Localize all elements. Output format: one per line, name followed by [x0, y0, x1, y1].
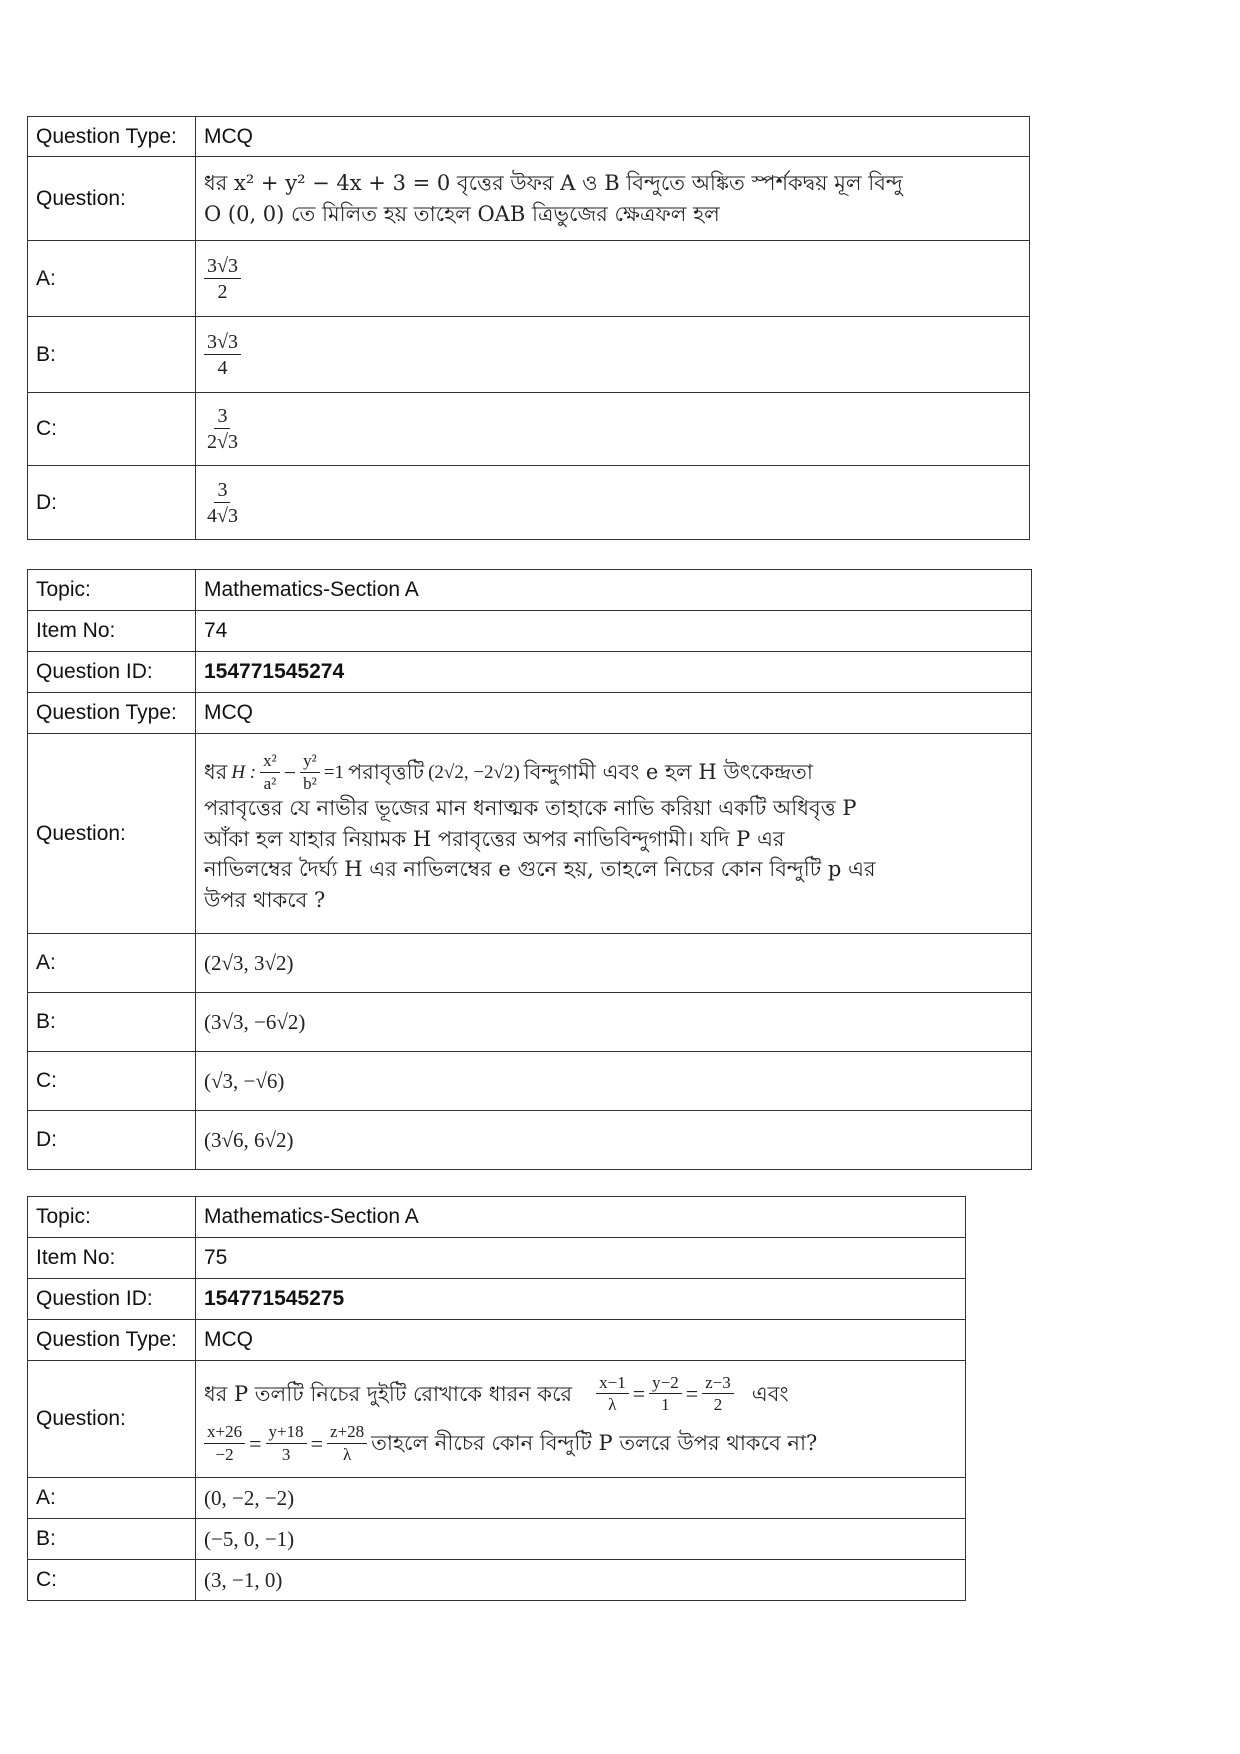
label-topic: Topic: — [28, 1197, 196, 1238]
topic-value: Mathematics-Section A — [196, 570, 1032, 611]
row-option-a — [28, 934, 1032, 993]
fraction-denominator: 2√3 — [207, 431, 238, 453]
label-question-id: Question ID: — [28, 652, 196, 693]
fraction-denominator: −2 — [215, 1444, 234, 1464]
row-option-c — [28, 1560, 966, 1601]
label-option-b: B: — [28, 993, 196, 1052]
option-a-value: (0, −2, −2) — [196, 1478, 966, 1519]
option-d-fraction — [204, 479, 241, 527]
option-b-value: (3√3, −6√2) — [196, 993, 1032, 1052]
label-question-type: Question Type: — [28, 1320, 196, 1361]
fraction-numerator: 3√3 — [204, 255, 241, 279]
question-id-value: 154771545274 — [196, 652, 1032, 693]
row-option-a — [28, 241, 1030, 317]
question-and: এবং — [751, 1382, 789, 1407]
question-prefix: ধর — [204, 760, 228, 785]
option-a-value: (2√3, 3√2) — [196, 934, 1032, 993]
fraction-denominator: λ — [608, 1395, 617, 1415]
row-topic — [28, 1197, 966, 1238]
item-no-value: 74 — [196, 611, 1032, 652]
question-line-5: উপর থাকবে ? — [204, 887, 326, 912]
label-option-b: B: — [28, 1519, 196, 1560]
row-question-type — [28, 1320, 966, 1361]
question-id-value: 154771545275 — [196, 1279, 966, 1320]
question-line-2 — [204, 1423, 817, 1464]
label-topic: Topic: — [28, 570, 196, 611]
fraction-denominator: 2 — [217, 280, 228, 303]
fraction-line1-x — [596, 1374, 629, 1415]
fraction-denominator: 4√3 — [207, 504, 238, 527]
question-table-3 — [27, 1196, 966, 1601]
label-item-no: Item No: — [28, 611, 196, 652]
label-item-no: Item No: — [28, 1238, 196, 1279]
label-question: Question: — [28, 157, 196, 241]
label-option-a: A: — [28, 1478, 196, 1519]
fraction-line1-z — [702, 1374, 734, 1415]
question-line-2: পরাবৃত্তের যে নাভীর ভূজের মান ধনাত্মক তাহাকে নাভি করিয়া একটি অধিবৃত্ত P — [204, 796, 857, 821]
row-item-no — [28, 611, 1032, 652]
fraction-denominator: 2 — [713, 1395, 723, 1415]
question-type-value: MCQ — [196, 1320, 966, 1361]
option-b-value — [196, 317, 1030, 393]
question-text — [196, 1361, 966, 1478]
option-b-value: (−5, 0, −1) — [196, 1519, 966, 1560]
question-line-2-text: তাহলে নীচের কোন বিন্দুটি P তলরে উপর থাকবে না? — [371, 1431, 818, 1456]
option-a-fraction — [204, 255, 241, 303]
question-line-1-tail: বিন্দুগামী এবং e হল H উৎকেন্দ্রতা — [523, 760, 813, 785]
fraction-numerator: 3√3 — [204, 331, 241, 355]
label-question-type: Question Type: — [28, 117, 196, 157]
label-question-id: Question ID: — [28, 1279, 196, 1320]
question-line-3: আঁকা হল যাহার নিয়ামক H পরাবৃত্তের অপর নাভিবিন্দুগামী। যদি P এর — [204, 826, 785, 851]
row-question — [28, 1361, 966, 1478]
row-option-d — [28, 1111, 1032, 1170]
row-option-a — [28, 1478, 966, 1519]
question-table-2 — [27, 569, 1032, 1170]
label-option-c: C: — [28, 393, 196, 466]
fraction-x2-a2 — [260, 752, 280, 793]
option-b-fraction — [204, 331, 241, 379]
fraction-numerator: x−1 — [596, 1374, 629, 1395]
fraction-numerator: z+28 — [327, 1423, 367, 1444]
option-d-value: (3√6, 6√2) — [196, 1111, 1032, 1170]
fraction-y2-b2 — [300, 752, 320, 793]
equals-one: =1 — [323, 761, 344, 783]
label-option-c: C: — [28, 1052, 196, 1111]
question-point: (2√2, −2√2) — [428, 761, 520, 783]
equals-sign: = — [310, 1430, 324, 1456]
fraction-denominator: 3 — [281, 1444, 291, 1464]
equals-sign: = — [249, 1430, 262, 1456]
row-option-d — [28, 466, 1030, 540]
minus-sign: − — [283, 759, 297, 785]
option-c-value: (√3, −√6) — [196, 1052, 1032, 1111]
row-question-type — [28, 117, 1030, 157]
question-line-1-text: ধর P তলটি নিচের দুইটি রোখাকে ধারন করে — [204, 1382, 573, 1407]
option-a-value — [196, 241, 1030, 317]
fraction-numerator: 3 — [214, 479, 230, 503]
fraction-numerator: y+18 — [266, 1423, 307, 1444]
row-question-id — [28, 652, 1032, 693]
label-option-d: D: — [28, 1111, 196, 1170]
fraction-denominator: a² — [263, 773, 277, 793]
question-type-value: MCQ — [196, 117, 1030, 157]
equals-sign: = — [685, 1381, 699, 1407]
fraction-numerator: y−2 — [649, 1374, 682, 1395]
question-text — [196, 157, 1030, 241]
topic-value: Mathematics-Section A — [196, 1197, 966, 1238]
row-option-b — [28, 993, 1032, 1052]
hyperbola-name: H : — [231, 761, 257, 783]
label-question: Question: — [28, 734, 196, 934]
fraction-numerator: x² — [260, 752, 280, 773]
fraction-line2-x — [204, 1423, 245, 1464]
label-option-a: A: — [28, 934, 196, 993]
option-d-value — [196, 466, 1030, 540]
row-option-b — [28, 1519, 966, 1560]
question-text — [196, 734, 1032, 934]
fraction-denominator: λ — [342, 1444, 352, 1464]
row-question — [28, 157, 1030, 241]
question-line-1 — [204, 1374, 788, 1415]
fraction-numerator: y² — [300, 752, 320, 773]
row-item-no — [28, 1238, 966, 1279]
row-question-type — [28, 693, 1032, 734]
equals-sign: = — [632, 1381, 646, 1407]
option-c-value — [196, 393, 1030, 466]
question-line-2: O (0, 0) তে মিলিত হয় তাহেল OAB ত্রিভুজের ক্ষেত্রফল হল — [204, 201, 720, 226]
question-line-1: ধর x² + y² − 4x + 3 = 0 বৃত্তের উফর A ও B বিন্দুতে অঙ্কিত স্পর্শকদ্বয় মূল বিন্দু — [204, 171, 903, 196]
label-question: Question: — [28, 1361, 196, 1478]
row-option-c — [28, 393, 1030, 466]
fraction-denominator: 4 — [217, 356, 228, 379]
label-option-a: A: — [28, 241, 196, 317]
label-option-d: D: — [28, 466, 196, 540]
item-no-value: 75 — [196, 1238, 966, 1279]
fraction-numerator: z−3 — [702, 1374, 734, 1395]
option-c-value: (3, −1, 0) — [196, 1560, 966, 1601]
question-table-1 — [27, 116, 1030, 540]
question-type-value: MCQ — [196, 693, 1032, 734]
row-question — [28, 734, 1032, 934]
fraction-numerator: 3 — [214, 405, 230, 429]
label-question-type: Question Type: — [28, 693, 196, 734]
fraction-line1-y — [649, 1374, 682, 1415]
fraction-numerator: x+26 — [204, 1423, 245, 1444]
row-option-c — [28, 1052, 1032, 1111]
label-option-b: B: — [28, 317, 196, 393]
option-c-fraction — [204, 405, 241, 453]
row-topic — [28, 570, 1032, 611]
row-question-id — [28, 1279, 966, 1320]
question-line-1 — [204, 752, 813, 793]
question-after-eq: পরাবৃত্তটি — [348, 760, 425, 785]
fraction-line2-z — [327, 1423, 367, 1464]
fraction-line2-y — [266, 1423, 307, 1464]
fraction-denominator: 1 — [661, 1395, 670, 1415]
label-option-c: C: — [28, 1560, 196, 1601]
fraction-denominator: b² — [303, 773, 317, 793]
row-option-b — [28, 317, 1030, 393]
question-line-4: নাভিলম্বের দৈর্ঘ্য H এর নাভিলম্বের e গুনে হয়, তাহলে নিচের কোন বিন্দুটি p এর — [204, 857, 876, 882]
